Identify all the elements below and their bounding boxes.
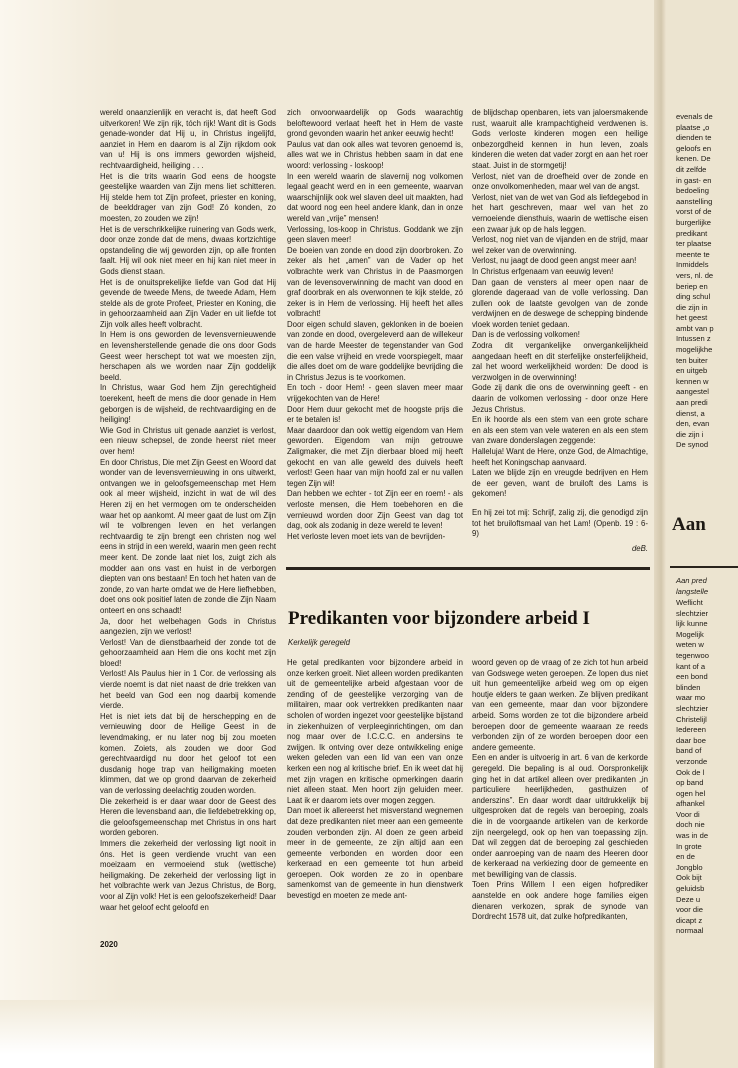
next-page-line: De synod — [676, 440, 709, 450]
next-page-line: In grote — [676, 841, 702, 851]
next-page-line: Deze u — [676, 894, 701, 904]
next-page-line: Ook de l — [676, 767, 705, 777]
next-page-line: aangestel — [676, 387, 709, 397]
next-page-line: lijk kunne — [676, 619, 708, 629]
column-3 — [472, 108, 648, 554]
column-2 — [287, 108, 463, 542]
paragraph: Zodra dit vergankelijke onvergankelijkheid aangedaan heeft en dit sterfelijke onsterfelijkheid, zal het woord werkelijkheid worden: De dood is verzwolgen in de overwinning! — [472, 341, 648, 382]
paragraph: In Christus erfgenaam van eeuwig leven! — [472, 266, 614, 276]
next-page-line: Weflicht — [676, 598, 703, 607]
article-paragraph: Toen Prins Willem I een eigen hofprediker aanstelde en ook andere hoge families eigen dienaren verkozen, sprak de synode van Dordrecht 1578 uit, dat zulke hofpredikanten, — [472, 880, 648, 922]
next-page-line: die zijn i — [676, 429, 704, 439]
paragraph: En ik hoorde als een stem van een grote schare en als een stem van vele wateren en als een stem van zware donderslagen zeggende: — [472, 415, 648, 446]
next-page-line: ding schul — [676, 292, 711, 302]
next-page-line: en de — [676, 852, 696, 862]
next-page-line: dienden te — [676, 133, 712, 143]
paragraph: Verlost, nog niet van de vijanden en de strijd, maar wel zeker van de overwinning. — [472, 235, 648, 255]
next-page-line: kenen. De — [676, 154, 711, 164]
next-page-line: voor die — [676, 905, 704, 915]
next-page-line: verzonde — [676, 756, 708, 766]
next-page-line: waar mo — [676, 693, 706, 703]
paragraph: Door Hem duur gekocht met de hoogste prijs die er te betalen is! — [287, 404, 463, 425]
article-subtitle: Kerkelijk geregeld — [288, 638, 350, 647]
paragraph: de blijdschap openbaren, iets van jaloersmakende rust, waaruit alle krampachtigheid verdwenen is. Gods verloste kinderen mogen een heilige onbezorgdheid kennen in hun leven, zoals kinderen die weten dat vader zorgt en aan het roer staat. Juist in de stormgetij! — [472, 108, 648, 170]
paragraph: Het is die trits waarin God eens de hoogste geestelijke waarden van Zijn mens liet schitteren. Hij stelde hem tot Zijn profeet, priester en koning, de beelddrager van zijn God! Zó konden, zo moesten, zo zouden we zijn! — [100, 171, 276, 223]
paragraph: Verlost! Als Paulus hier in 1 Cor. de verlossing als vierde noemt is dat niet naast de drie trekken van het beeld van God een nog daarbij komende vierde. — [100, 669, 276, 711]
next-page-line: bedoeling — [676, 186, 709, 196]
next-page-rule — [670, 566, 738, 568]
paragraph: Door eigen schuld slaven, geklonken in de boeien van zonde en dood, overgeleverd aan de willekeur van de harde Meester de tegenstander van God die een valse vrijheid en vrede voorspiegelt, maar die alles doet om de ware goddelijke bevrijding die in Christus Jezus is te voorkomen. — [287, 319, 463, 382]
paragraph: In Hem is ons geworden de levensvernieuwende en levensherstellende genade die ons door Gods Geest weer herschept tot wat we moesten zijn, herschapen als we worden naar Zijn goddelijk beeld. — [100, 330, 276, 382]
next-page-line: beriep en — [676, 281, 708, 291]
next-page-line: vers, nl. de — [676, 270, 714, 280]
next-page-line: den, evan — [676, 419, 710, 429]
paragraph: Verlost! Van de dienstbaarheid der zonde tot de gehoorzaamheid aan Hem die ons kocht met zijn bloed! — [100, 637, 276, 668]
paragraph: Dan hebben we echter - tot Zijn eer en roem! - als verloste mensen, die Hem toebehoren en die vernieuwd worden door Zijn Geest van dag tot dag, ook als zodanig in deze wereld te leven! — [287, 489, 463, 531]
next-page-text-top — [676, 112, 738, 451]
paragraph: Het is niet iets dat bij de herschepping en de vernieuwing door de Heilige Geest in de levendmaking, er nu later nog bij zou moeten komen. Zoiets, als zouden we door God gerechtvaardigd nu door het geloof tot een dusdanig hoge trap van heiligmaking moeten klimmen, dat we op grond daarvan de zekerheid van de verlossing deelachtig zouden worden. — [100, 711, 276, 795]
paragraph: Verlossing, los-koop in Christus. Goddank we zijn geen slaven meer! — [287, 224, 463, 245]
next-page-line: vorst of de — [676, 207, 712, 217]
next-page-line: doch nie — [676, 820, 705, 830]
next-page-subtitle-line: langstelle — [676, 586, 709, 596]
article-paragraph: He getal predikanten voor bijzondere arbeid in onze kerken groeit. Niet alleen worden predikanten uit de gemeentelijke arbeid afgestaan voor de zending of de geestelijke verzorging van de militairen, maar ook vertrekken predikanten naar scholen of worden ingezet voor geestelijke bijstand in ziekenhuizen of verpleeginrichtingen, om dan nog maar over de I.C.C.C. en andersins te zwijgen. Ik ontving over deze ontwikkeling enige weken geleden van een lid van een van onze kerken een nog al kritische brief. En ik weet dat hij met zijn vragen en kritische opmerkingen daarin niet alleen staat. Men hoort zijn geluiden meer. Laat ik er daarom iets over mogen zeggen. — [287, 658, 463, 805]
next-page-line: ter plaatse — [676, 239, 712, 249]
next-page-line: het geest — [676, 313, 708, 323]
next-page-line: band of — [676, 746, 702, 756]
article-column-1 — [287, 658, 463, 902]
next-page-line: dicapt z — [676, 915, 703, 925]
next-page-line: Mogelijk — [676, 629, 704, 639]
paragraph: Het is de verschrikkelijke ruinering van Gods werk, door onze zonde dat de mens, dwaas kortzichtige opstandeling die wij geworden zijn, op alle fronten faalt. Hij wil ook niet meer en hij kan niet meer in Gods dienst staan. — [100, 224, 276, 276]
paragraph: Immers die zekerheid der verlossing ligt nooit in óns. Het is geen verdiende vrucht van een moeizaam en vermoeiend stuk (wettische) heiligmaking. De zekerheid der verlossing ligt in het volbrachte werk van Jezus Christus, de Borg, voor al Zijn volk! Het is een geloofszekerheid! Daar waar het geloof echt geloofd en — [100, 838, 276, 912]
next-page-line: predikant — [676, 228, 708, 238]
next-page-line: Inmiddels — [676, 260, 709, 270]
paragraph: Dan gaan de vensters al meer open naar de glorende dageraad van de volle verlossing. Dan zullen ook de laatste gevolgen van de zonde verdwijnen en de deswege de schepping bindende vloek worden teniet gedaan. — [472, 277, 648, 329]
paragraph: Die zekerheid is er daar waar door de Geest des Heren die levensband aan, die liefdebetrekking op, die geloofsgemeenschap met Christus in ons hart worden geboren. — [100, 796, 276, 838]
article-paragraph: Een en ander is uitvoerig in art. 6 van de kerkorde geregeld. Die bepaling is al oud. Oorspronkelijk ging het in dat artikel alleen over predikanten „in particuliere heerlijkheden, gasthuizen of anderszins”. En daar wordt daar uitdrukkelijk bij uitgesproken dat de regels van beroeping, zoals die in de voorgaande artikelen van de kerkorde zijn neergelegd, ook op hen van toepassing zijn. Dat wil zeggen dat de beroeping zal geschieden onder aanroeping van de naam des Heeren door de kerkeraad na verkiezing door de gemeente en met bewilliging van de classis. — [472, 753, 648, 879]
next-page-line: die zijn in — [676, 302, 708, 312]
paragraph: In een wereld waarin de slavernij nog volkomen legaal geacht werd en in een gemeente, waarvan waarschijnlijk ook wel slaven deel uit maakten, had dat woord nog een heel andere klank, dan in onze wereld van „vrije” mensen! — [287, 171, 463, 223]
next-page-line: afhankel — [676, 799, 705, 809]
paragraph: Laten we blijde zijn en vreugde bedrijven en Hem de eer geven, want de bruiloft des Lams is gekomen! — [472, 468, 648, 499]
next-page-line: Ook bijt — [676, 873, 702, 883]
next-page-line: aan predi — [676, 398, 708, 408]
paragraph: In Christus, waar God hem Zijn gerechtigheid toerekent, heeft de mens die door genade in Hem geborgen is de wijsheid, de rechtvaardiging en de heiliging! — [100, 383, 276, 425]
next-page-line: daar boe — [676, 735, 706, 745]
next-page-line: Jongblo — [676, 862, 703, 872]
next-page-line: dienst, a — [676, 408, 705, 418]
next-page-line: kennen w — [676, 376, 709, 386]
article-title: Predikanten voor bijzondere arbeid I — [288, 608, 590, 629]
paragraph: Wie God in Christus uit genade aanziet is verlost, een nieuw schepsel, de zonde heerst niet meer over hem! — [100, 425, 276, 456]
next-page-line: ambt van p — [676, 323, 714, 333]
next-page-line: blinden — [676, 682, 701, 692]
paragraph: Verlost, niet van de droefheid over de zonde en onze onvolkomenheden, maar wel van de angst. — [472, 171, 648, 192]
next-page-line: ten buiter — [676, 355, 708, 365]
next-page-line: geloofs en — [676, 143, 712, 153]
next-page-line: ogen hel — [676, 788, 706, 798]
next-page-line: mogelijkhe — [676, 345, 713, 355]
paragraph: zich onvoorwaardelijk op Gods waarachtig beloftewoord verlaat heeft het in Hem de vaste grond gevonden waarin het anker eeuwig hecht! — [287, 108, 463, 139]
paragraph: Dan is de verlossing volkomen! — [472, 330, 580, 340]
section-divider — [286, 567, 650, 570]
next-page-subtitle — [676, 576, 708, 597]
paragraph: En door Christus, Die met Zijn Geest en Woord dat wonder van de levensvernieuwing in ons uitwerkt, ontvangen we in geloofsgemeenschap met Hem ook al meer wijsheid, inzicht in wat de wil des Heren zij en het vermogen om te onderscheiden waar het op aankomt. Al meer gaat de lust om Zijn wil te volbrengen leven en het verlangen rechtvaardig te zijn brengt een christen nog wel eens in strijd in een wereld, waarin men geen recht meer kent. De zonde laat niet los, zuigt zich als modder aan ons vast en huist in de verborgen diepten van ons bestaan! En toch het haten van de zonde, zo van harte omdat we de Here liefhebben, doet ons ook positief laten de zonde die Zijn Naam onteert en ons schaadt! — [100, 457, 276, 615]
next-page-line: geluidsb — [676, 884, 705, 894]
page-bottom-fade — [0, 1000, 738, 1068]
next-page-text-bottom — [676, 598, 738, 937]
paragraph: De boeien van zonde en dood zijn doorbroken. Zo zeker als het „amen” van de Vader op het volbrachte werk van Christus in de Paasmorgen van de levensoverwinning de macht van dood en graf doorbrak en als overwonnen te kijk stelde, zó zeker is in Hem de verlossing. Hij heeft het alles volbracht! — [287, 245, 463, 319]
next-page-line: Iedereen — [676, 725, 706, 735]
next-page-line: aanstelling — [676, 196, 713, 206]
column-1 — [100, 108, 276, 913]
paragraph: En toch - door Hem! - geen slaven meer maar vrijgekochten van de Here! — [287, 383, 463, 404]
page-fold-shadow — [654, 0, 666, 1068]
next-page-line: op band — [676, 778, 704, 788]
paragraph: Verlost, nu jaagt de dood geen angst meer aan! — [472, 256, 637, 266]
next-page-subtitle-line: Aan pred — [676, 576, 707, 585]
next-page-line: Christelijl — [676, 714, 707, 724]
next-page-line: burgerlijke — [676, 217, 712, 227]
next-page-line: was in de — [676, 831, 709, 841]
next-page-line: slechtzier — [676, 608, 709, 618]
next-page-line: Voor di — [676, 809, 700, 819]
column-3-body — [472, 108, 648, 500]
author-signature: deB. — [631, 543, 648, 553]
next-page-line: normaal — [676, 926, 704, 936]
paragraph: wereld onaanzienlijk en veracht is, dat heeft God uitverkoren! We zijn rijk, tóch rijk! Want dit is Gods genade-wonder dat Hij u, in Christus ingelijfd, aanziet in Hem en daarom is al Zijn rijkdom ook van u! Hij is ons immers geworden wijsheid, rechtvaardigheid, heiliging . . . — [100, 108, 276, 170]
next-page-line: en uitgeb — [676, 366, 708, 376]
article-column-2 — [472, 658, 648, 923]
next-page-line: Intussen z — [676, 334, 711, 344]
paragraph: Het is de onuitsprekelijke liefde van God dat Hij gevende de tweede Mens, de tweede Adam, Hem stelde als de grote Profeet, Priester en Koning, die in gehoorzaamheid aan Zijn Vader en uit liefde tot Zijn volk alles heeft volbracht. — [100, 277, 276, 329]
next-page-line: dit zelfde — [676, 164, 707, 174]
next-page-line: plaatse „o — [676, 122, 710, 132]
paragraph: Paulus vat dan ook alles wat tevoren genoemd is, alles wat we in Christus hebben saam in dat ene woord: verlossing - loskoop! — [287, 139, 463, 170]
next-page-line: weten w — [676, 640, 704, 650]
next-page-line: een bond — [676, 672, 708, 682]
next-page-heading: Aan — [672, 514, 706, 535]
article-paragraph: Dan moet ik allereerst het misverstand wegnemen dat deze predikanten niet meer aan een gemeente zouden verbonden zijn. Al doen ze geen arbeid meer in de gemeente, ze zijn altijd aan een gemeente verbonden en worden door een kerkeraad en een gemeente tot hun arbeid geroepen. Ook worden ze zo in openbare samenkomst van de gemeente in hun dienstwerk bevestigd en moeten ze mede ant- — [287, 806, 463, 901]
article-paragraph: woord geven op de vraag of ze zich tot hun arbeid van Godswege weten geroepen. Ze lopen dus niet uit hun gemeentelijke arbeid weg om op eigen houtje elders te gaan werken. Ze blijven predikant van een gemeente, maar dan voor bijzondere arbeid. Soms worden ze tot die bijzondere arbeid beroepen door de gemeente waaraan ze reeds verbonden zijn of ze worden beroepen door een andere gemeente. — [472, 658, 648, 752]
next-page-line: in gast- en — [676, 175, 712, 185]
paragraph: Verlost, niet van de wet van God als liefdegebod in het hart geschreven, maar wel van het zo vernoeiende diensthuis, waarin de wettische eisen een zwaar juk op de hals leggen. — [472, 192, 648, 234]
paragraph: Maar daardoor dan ook wettig eigendom van Hem geworden. Eigendom van mijn getrouwe Zaligmaker, die met Zijn dierbaar bloed mij heeft gekocht en van alle geweld des duivels heeft verlost! Geen haar van mijn hoofd zal er nu vallen tegen Zijn wil! — [287, 425, 463, 488]
closing-verse: En hij zei tot mij: Schrijf, zalig zij, die genodigd zijn tot het bruiloftsmaal van het Lam! (Openb. 19 : 6-9) — [472, 507, 648, 539]
next-page-line: meente te — [676, 249, 710, 259]
next-page-edge — [666, 0, 738, 1068]
paragraph: Het verloste leven moet iets van de bevrijden- — [287, 531, 446, 541]
next-page-line: slechtzier — [676, 703, 709, 713]
next-page-line: evenals de — [676, 112, 713, 121]
next-page-line: kant of a — [676, 661, 706, 671]
paragraph: Halleluja! Want de Here, onze God, de Almachtige, heeft het Koningschap aanvaard. — [472, 447, 648, 467]
paragraph: Gode zij dank die ons de overwinning geeft - en daarin de volkomen verlossing - door onze Here Jezus Christus. — [472, 383, 648, 414]
next-page-line: tegenwoo — [676, 650, 709, 660]
page-number: 2020 — [100, 940, 118, 949]
paragraph: Ja, door het welbehagen Gods in Christus aangezien, zijn we verlost! — [100, 616, 276, 637]
